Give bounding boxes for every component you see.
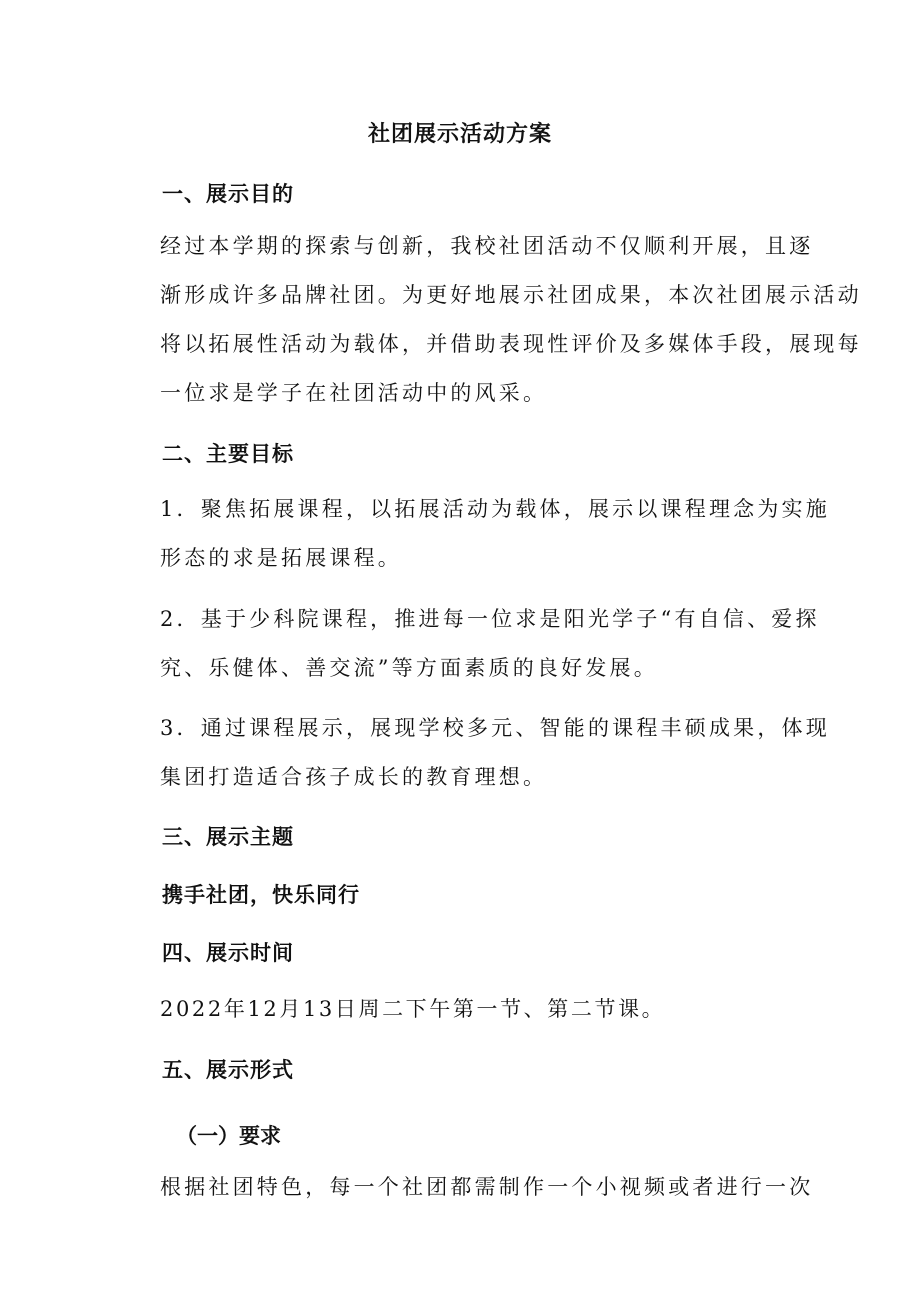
paragraph-line: 形态的求是拓展课程。: [160, 546, 402, 570]
paragraph-line: 集团打造适合孩子成长的教育理想。: [160, 765, 548, 789]
section-heading-time: 四、展示时间: [162, 941, 294, 965]
section-heading-theme: 三、展示主题: [162, 825, 294, 849]
paragraph-line: 究、乐健体、善交流”等方面素质的良好发展。: [160, 656, 658, 680]
paragraph-line: 1．聚焦拓展课程，以拓展活动为载体，展示以课程理念为实施: [160, 497, 830, 521]
paragraph-line: 经过本学期的探索与创新，我校社团活动不仅顺利开展，且逐: [160, 234, 814, 258]
section-heading-purpose: 一、展示目的: [162, 182, 294, 206]
section-heading-goals: 二、主要目标: [162, 442, 294, 466]
goal-item-1: [160, 485, 830, 583]
goal-item-2: [160, 595, 820, 693]
section-heading-format: 五、展示形式: [162, 1058, 294, 1082]
goal-item-3: [160, 704, 830, 802]
time-text: [160, 985, 794, 1034]
paragraph-line: 将以拓展性活动为载体，并借助表现性评价及多媒体手段，展现每: [160, 332, 862, 356]
paragraph-line: 渐形成许多品牌社团。为更好地展示社团成果，本次社团展示活动: [160, 283, 862, 307]
paragraph-line: 一位求是学子在社团活动中的风采。: [160, 381, 548, 405]
document-title: 社团展示活动方案: [367, 122, 552, 147]
requirements-paragraph: [160, 1163, 814, 1212]
paragraph-line: 2．基于少科院课程，推进每一位求是阳光学子“有自信、爱探: [160, 607, 820, 631]
theme-text: 携手社团，快乐同行: [162, 883, 360, 907]
section-purpose-paragraph: [160, 222, 862, 418]
subsection-heading-requirements: （一）要求: [176, 1124, 281, 1148]
paragraph-line: 根据社团特色，每一个社团都需制作一个小视频或者进行一次: [160, 1175, 814, 1199]
paragraph-line: 2022年12月13日周二下午第一节、第二节课。: [160, 997, 666, 1021]
paragraph-line: 3．通过课程展示，展现学校多元、智能的课程丰硕成果，体现: [160, 716, 830, 740]
